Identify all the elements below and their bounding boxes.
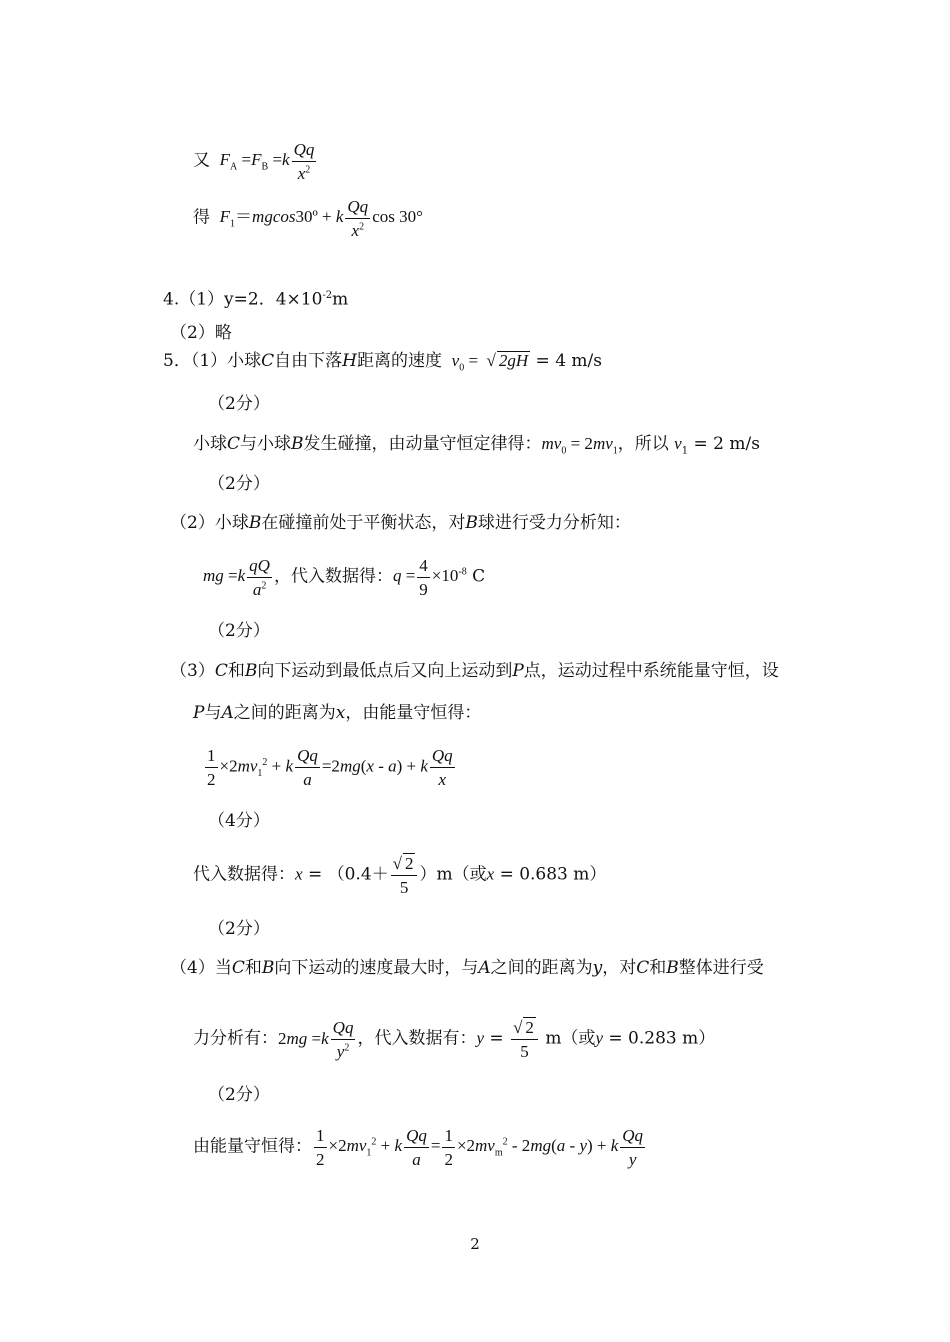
score-text: （2分） [208, 474, 270, 494]
answer-text: 整体进行受 [678, 958, 764, 978]
score-text: （2分） [208, 1085, 270, 1105]
prefix-text: 又 [193, 150, 210, 171]
answer-text: ，代入数据有： [357, 1028, 477, 1049]
exponent: -2 [322, 290, 333, 301]
formula: $mv_0 = 2mv_1$ [541, 434, 618, 457]
answer-text: 向下运动到最低点后又向上运动到 [257, 661, 513, 681]
answer-4-1 [163, 291, 348, 309]
answer-text: 代入数据得： [193, 864, 295, 885]
prefix-text: 得 [193, 207, 210, 228]
score-text: （2分） [208, 919, 270, 939]
answer-text: 4.（1）y=2．4×10 [163, 289, 323, 310]
answer-text: 距离的速度 [356, 351, 442, 371]
answer-text: ，所以 [617, 434, 669, 454]
unit: C [472, 566, 486, 587]
answer-text: 在碰撞前处于平衡状态，对 [261, 513, 466, 533]
score-text: （2分） [208, 394, 270, 414]
answer-text: 向下运动的速度最大时，与 [274, 958, 479, 978]
answer-text: ）m（或 [419, 864, 487, 885]
formula: $F_1=mgcos30º + k$ $\frac{Qq}{x^2}$ cos 30° [219, 197, 423, 240]
equation-line-1 [193, 140, 318, 183]
answer-text: 和 [649, 958, 667, 978]
page-number: 2 [470, 1235, 480, 1253]
answer-5-2: （2）小球B在碰撞前处于平衡状态，对B球进行受力分析知： [170, 513, 631, 533]
answer-text: ，对 [602, 958, 637, 978]
answer-text: 与 [204, 703, 222, 723]
answer-text: 与小球 [240, 434, 292, 454]
equation-line-2 [193, 197, 423, 240]
answer-5-4-force: 力分析有：2mg =k $\frac{Qq}{y^2}$ ，代入数据有：y = $\frac{√ 2}{5}$ m（或y = 0.283 m） [193, 1018, 716, 1061]
answer-text: 点，运动过程中系统能量守恒，设 [523, 661, 779, 681]
formula: 2mg =k $\frac{Qq}{y^2}$ [278, 1018, 354, 1061]
answer-text: 由能量守恒得： [193, 1136, 312, 1157]
answer-5-3-cont: P与A之间的距离为x，由能量守恒得： [193, 703, 482, 723]
answer-text: 力分析有： [193, 1028, 278, 1049]
answer-text: = （0.4＋ [307, 864, 389, 885]
answer-text: = 2 m/s [693, 434, 760, 454]
answer-5-3-result: 代入数据得：x = （0.4＋ $\frac{√ 2}{5}$ ）m（或x = 0.683 m） [193, 854, 607, 897]
unit: m [332, 289, 349, 310]
answer-5-2-formula [203, 556, 485, 599]
answer-text: = 4 m/s [535, 351, 602, 371]
answer-text: 和 [244, 958, 262, 978]
answer-text: m（或 [545, 1028, 596, 1049]
answer-text: 和 [227, 661, 245, 681]
formula: $\frac{1}{2}$ $\times 2mv_1^2 + k$ $\frac{Qq}{a}$ = $\frac{1}{2}$ $\times 2mv_m^2 - 2mg(a - y) + k$ $\frac{Qq}{y}$ [316, 1126, 644, 1169]
answer-text: 发生碰撞，由动量守恒定律得： [303, 434, 542, 454]
answer-text: （4）当 [170, 958, 232, 978]
answer-4-2: （2）略 [170, 323, 232, 343]
answer-text: ，代入数据得： [273, 566, 393, 587]
answer-text: （2）小球 [170, 513, 249, 533]
answer-5-4: （4）当C和B向下运动的速度最大时，与A之间的距离为y，对C和B整体进行受 [170, 958, 764, 978]
answer-text: = 0.683 m） [499, 864, 607, 885]
answer-text: 小球 [193, 434, 227, 454]
score-text: （4分） [208, 811, 270, 831]
score-text: （2分） [208, 621, 270, 641]
formula: mg =k $\frac{qQ}{a^2}$ [203, 556, 270, 599]
collision-line: 小球C与小球B发生碰撞，由动量守恒定律得：$mv_0 = 2mv_1$，所以 $v_1 = 2$ m/s [193, 434, 760, 457]
energy-equation-1: $\frac{1}{2}$ $\times 2mv_1^2 + k$ $\frac{Qq}{a}$ =2mg(x - a) + k $\frac{Qq}{x}$ [207, 746, 453, 789]
answer-5-3: （3）C和B向下运动到最低点后又向上运动到P点，运动过程中系统能量守恒，设 [170, 661, 779, 681]
answer-text: 5．（1）小球 [163, 351, 262, 371]
formula: q = $\frac{4}{9}$ $\times 10^{-8}$ [392, 556, 467, 599]
answer-text: 球进行受力分析知： [477, 513, 631, 533]
formula: $F_A =F_B =k$ $\frac{Qq}{x^2}$ [219, 140, 315, 183]
energy-equation-2 [193, 1126, 647, 1169]
answer-text: 之间的距离为 [490, 958, 593, 978]
answer-text: ，由能量守恒得： [345, 703, 482, 723]
formula: $v_0$ = √ 2gH [451, 351, 529, 374]
answer-text: 自由下落 [274, 351, 343, 371]
answer-text: 之间的距离为 [233, 703, 336, 723]
answer-text: = 0.283 m） [608, 1028, 716, 1049]
answer-text: （3） [170, 661, 215, 681]
answer-5-1: 5．（1）小球C自由下落H距离的速度 $v_0$ = √ 2gH = 4 m/s [163, 351, 602, 374]
